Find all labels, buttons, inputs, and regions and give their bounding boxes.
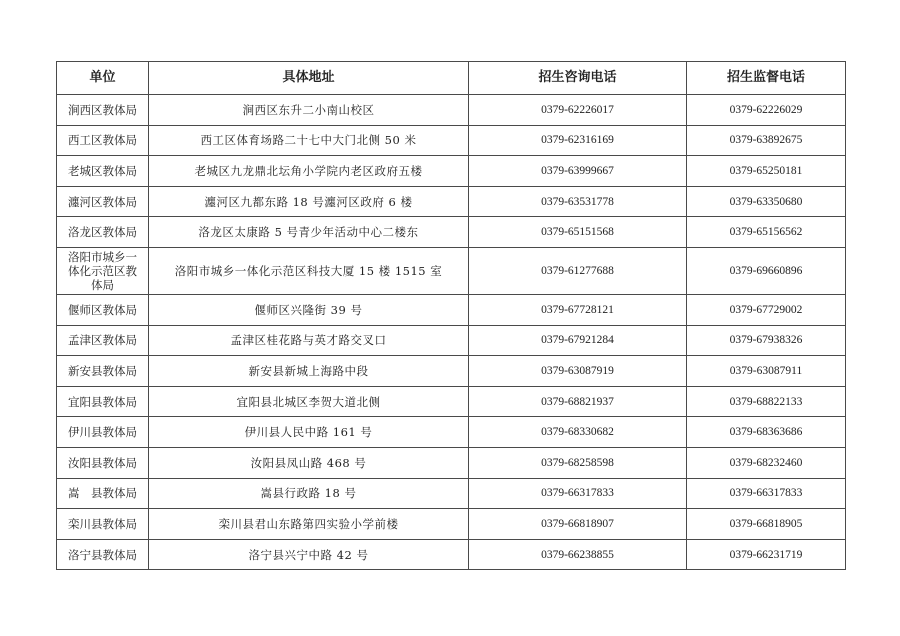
consult-phone-cell: 0379-63087919 <box>469 356 687 387</box>
consult-phone-cell: 0379-67921284 <box>469 325 687 356</box>
table-row <box>57 356 846 387</box>
consult-phone-cell: 0379-66317833 <box>469 478 687 509</box>
supervise-phone-cell: 0379-66317833 <box>687 478 846 509</box>
supervise-phone-cell: 0379-63087911 <box>687 356 846 387</box>
unit-cell: 伊川县教体局 <box>57 417 149 448</box>
unit-cell: 西工区教体局 <box>57 125 149 156</box>
supervise-phone-cell: 0379-68232460 <box>687 447 846 478</box>
table-row <box>57 95 846 126</box>
unit-cell: 嵩 县教体局 <box>57 478 149 509</box>
unit-cell <box>57 247 149 294</box>
address-cell: 西工区体育场路二十七中大门北侧 50 米 <box>149 125 469 156</box>
table-row <box>57 509 846 540</box>
header-address: 具体地址 <box>149 62 469 95</box>
supervise-phone-cell: 0379-63350680 <box>687 186 846 217</box>
table-row <box>57 325 846 356</box>
unit-cell: 汝阳县教体局 <box>57 447 149 478</box>
supervise-phone-cell: 0379-66231719 <box>687 539 846 570</box>
supervise-phone-cell: 0379-67729002 <box>687 294 846 325</box>
address-cell: 嵩县行政路 18 号 <box>149 478 469 509</box>
address-cell: 老城区九龙鼎北坛角小学院内老区政府五楼 <box>149 156 469 187</box>
consult-phone-cell: 0379-67728121 <box>469 294 687 325</box>
consult-phone-cell: 0379-62316169 <box>469 125 687 156</box>
supervise-phone-cell: 0379-67938326 <box>687 325 846 356</box>
unit-cell: 涧西区教体局 <box>57 95 149 126</box>
unit-cell: 新安县教体局 <box>57 356 149 387</box>
supervise-phone-cell: 0379-65250181 <box>687 156 846 187</box>
consult-phone-cell: 0379-65151568 <box>469 217 687 248</box>
consult-phone-cell: 0379-68821937 <box>469 386 687 417</box>
table-row <box>57 417 846 448</box>
table-row <box>57 125 846 156</box>
unit-cell: 老城区教体局 <box>57 156 149 187</box>
address-cell: 洛宁县兴宁中路 42 号 <box>149 539 469 570</box>
supervise-phone-cell: 0379-68822133 <box>687 386 846 417</box>
consult-phone-cell: 0379-62226017 <box>469 95 687 126</box>
address-cell: 洛龙区太康路 5 号青少年活动中心二楼东 <box>149 217 469 248</box>
address-cell: 涧西区东升二小南山校区 <box>149 95 469 126</box>
address-cell: 新安县新城上海路中段 <box>149 356 469 387</box>
header-row <box>57 62 846 95</box>
table-row <box>57 217 846 248</box>
consult-phone-cell: 0379-68330682 <box>469 417 687 448</box>
table-row <box>57 386 846 417</box>
consult-phone-cell: 0379-63999667 <box>469 156 687 187</box>
consult-phone-cell: 0379-66818907 <box>469 509 687 540</box>
header-consult-phone: 招生咨询电话 <box>469 62 687 95</box>
unit-cell: 洛龙区教体局 <box>57 217 149 248</box>
consult-phone-cell: 0379-66238855 <box>469 539 687 570</box>
address-cell: 汝阳县凤山路 468 号 <box>149 447 469 478</box>
unit-cell: 洛宁县教体局 <box>57 539 149 570</box>
unit-cell: 栾川县教体局 <box>57 509 149 540</box>
unit-cell: 孟津区教体局 <box>57 325 149 356</box>
supervise-phone-cell: 0379-63892675 <box>687 125 846 156</box>
table-row <box>57 478 846 509</box>
address-cell: 栾川县君山东路第四实验小学前楼 <box>149 509 469 540</box>
address-cell: 偃师区兴隆街 39 号 <box>149 294 469 325</box>
address-cell: 孟津区桂花路与英才路交叉口 <box>149 325 469 356</box>
address-cell: 伊川县人民中路 161 号 <box>149 417 469 448</box>
supervise-phone-cell: 0379-62226029 <box>687 95 846 126</box>
contact-table <box>56 61 846 570</box>
unit-cell: 瀍河区教体局 <box>57 186 149 217</box>
address-cell: 洛阳市城乡一体化示范区科技大厦 15 楼 1515 室 <box>149 247 469 294</box>
table-row <box>57 294 846 325</box>
header-unit: 单位 <box>57 62 149 95</box>
address-cell: 瀍河区九都东路 18 号瀍河区政府 6 楼 <box>149 186 469 217</box>
header-supervise-phone: 招生监督电话 <box>687 62 846 95</box>
address-cell: 宜阳县北城区李贺大道北侧 <box>149 386 469 417</box>
consult-phone-cell: 0379-61277688 <box>469 247 687 294</box>
unit-cell-text: 洛阳市城乡一体化示范区教体局 <box>68 249 137 292</box>
supervise-phone-cell: 0379-65156562 <box>687 217 846 248</box>
table-row <box>57 447 846 478</box>
consult-phone-cell: 0379-63531778 <box>469 186 687 217</box>
table-row <box>57 186 846 217</box>
supervise-phone-cell: 0379-66818905 <box>687 509 846 540</box>
supervise-phone-cell: 0379-69660896 <box>687 247 846 294</box>
unit-cell: 偃师区教体局 <box>57 294 149 325</box>
table-row <box>57 247 846 294</box>
consult-phone-cell: 0379-68258598 <box>469 447 687 478</box>
supervise-phone-cell: 0379-68363686 <box>687 417 846 448</box>
table-row <box>57 539 846 570</box>
unit-cell: 宜阳县教体局 <box>57 386 149 417</box>
table-row <box>57 156 846 187</box>
